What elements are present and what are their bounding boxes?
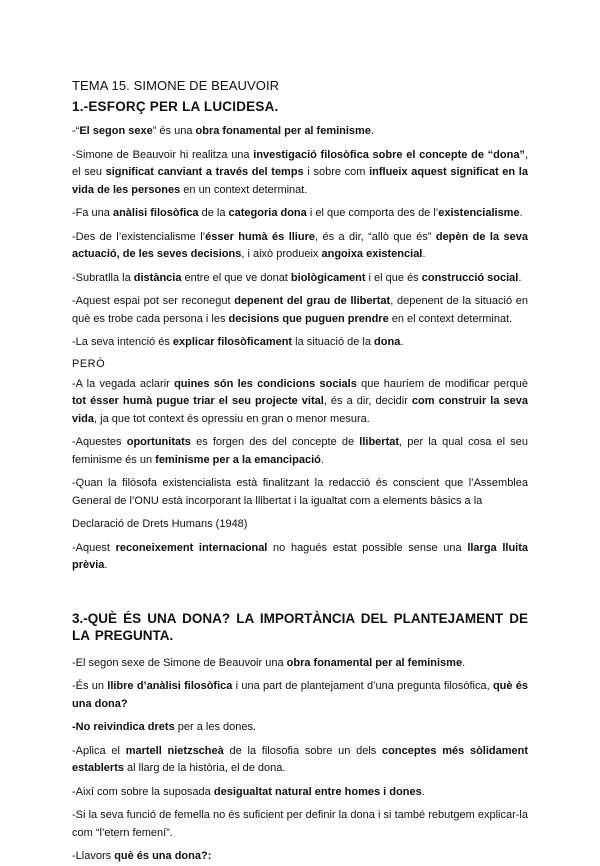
bold-text: explicar filosòficament [172, 336, 293, 348]
text-run: , ja que tot context és opressiu en gran o menor mesura. [94, 412, 370, 425]
bold-text: ésser humà és lliure [205, 230, 315, 243]
bold-text: dona [374, 336, 401, 348]
section-1-body-continued [72, 376, 528, 575]
text-run: , el seu [72, 148, 528, 178]
text-run: -Des de l’existencialisme l’ [72, 230, 206, 243]
bold-text: distància [133, 271, 182, 284]
text-run: . [422, 248, 426, 260]
bold-text: obra fonamental per al feminisme [286, 656, 463, 669]
text-run: i sobre com [303, 166, 370, 178]
bold-text: -No reivindica drets [72, 721, 175, 733]
bold-text: angoixa existencial [321, 248, 423, 260]
text-run: , i això produeix [241, 248, 322, 260]
text-run: . [421, 785, 425, 798]
document-title: TEMA 15. SIMONE DE BEAUVOIR [72, 78, 280, 93]
bold-text: anàlisi filosòfica [112, 207, 199, 219]
paragraph [72, 205, 528, 223]
paragraph [72, 229, 528, 264]
bold-text: depèn de la seva actuació, de les seves decisions [72, 230, 528, 260]
text-run: -Així com sobre la suposada [72, 785, 214, 798]
paragraph [72, 848, 528, 866]
text-run: -Llavors [72, 850, 115, 862]
text-run: de la filosofia sobre un dels [223, 744, 383, 757]
text-run: -Subratlla la [72, 271, 134, 284]
bold-text: significat canviant a través del temps [105, 166, 304, 178]
text-run: . [320, 453, 324, 466]
text-run: . [400, 336, 404, 348]
text-run: Declaració de Drets Humans (1948) [72, 518, 248, 530]
text-run: -La seva intenció és [72, 336, 173, 348]
text-run: i el que comporta des de l’ [306, 207, 439, 219]
text-run: -Aplica el [72, 744, 126, 757]
text-run: en un context determinat. [180, 183, 308, 196]
bold-text: llibre d’anàlisi filosòfica [107, 680, 233, 692]
pero-label: PERÒ [72, 357, 106, 370]
text-run: -A la vegada aclarir [72, 377, 175, 390]
text-run: , depenent de la situació en què es trobe cada persona i les [72, 295, 528, 325]
paragraph [72, 540, 528, 575]
paragraph [72, 434, 528, 469]
paragraph [72, 516, 528, 534]
paragraph [72, 807, 528, 842]
bold-text: investigació filosòfica sobre el concepte de “dona” [253, 148, 525, 161]
text-run: -Fa una [72, 207, 113, 219]
paragraph [72, 475, 528, 510]
paragraph [72, 719, 528, 737]
text-run: , per la qual cosa el seu feminisme és un [72, 436, 528, 466]
text-run: entre el que ve donat [181, 271, 291, 284]
bold-text: existencialisme [438, 207, 520, 219]
text-run: al llarg de la història, el de dona. [123, 762, 286, 774]
bold-text: martell nietzscheà [125, 744, 224, 757]
section-3-body [72, 655, 528, 866]
section-1-body [72, 123, 528, 352]
text-run: . [370, 125, 375, 137]
bold-text: biològicament [290, 271, 366, 284]
bold-text: construcció social [421, 271, 519, 284]
bold-text: llarga lluita prèvia [72, 541, 528, 571]
text-run: que hauríem de modificar perquè [356, 377, 528, 390]
bold-text: oportunitats [126, 436, 191, 448]
text-run: -“ [72, 125, 80, 137]
bold-text: tot ésser humà pugue triar el seu projecte vital [72, 395, 324, 407]
text-run: , és a dir, decidir [323, 395, 412, 407]
text-run: -És un [72, 680, 108, 692]
bold-text: influeix aquest significat en la vida de les persones [72, 166, 528, 196]
text-run: i una part de plantejament d’una pregunta filosòfica, [232, 680, 493, 692]
bold-text: què és una dona?: [114, 850, 212, 862]
text-run: . [519, 207, 523, 219]
section-3-heading: 3.-QUÈ ÉS UNA DONA? LA IMPORTÀNCIA DEL PLANTEJAMENT DE LA PREGUNTA. [72, 610, 528, 643]
bold-text: reconeixement internacional [115, 541, 268, 554]
paragraph [72, 784, 528, 802]
bold-text: decisions que puguen prendre [228, 312, 389, 325]
text-run: de la [198, 207, 229, 219]
paragraph [72, 376, 528, 429]
bold-text: depenent del grau de llibertat [234, 295, 391, 307]
paragraph [72, 147, 528, 200]
bold-text: quines són les condicions socials [174, 377, 357, 390]
bold-text: feminisme per a la emancipació [155, 453, 321, 466]
text-run: -El segon sexe de Simone de Beauvoir una [72, 656, 287, 669]
bold-text: llibertat [359, 436, 400, 448]
text-run: i el que és [365, 271, 422, 284]
paragraph [72, 123, 528, 141]
bold-text: categoria dona [228, 207, 307, 219]
paragraph [72, 678, 528, 713]
bold-text: El segon sexe [79, 125, 153, 137]
text-run: -Quan la filòsofa existencialista està finalitzant la redacció és conscient que l’Assemblea General de l’ONU està incorporant la llibertat i la igualtat com a elements bàsics a la [72, 477, 528, 507]
paragraph [72, 743, 528, 778]
paragraph [72, 270, 528, 288]
bold-text: com construir la seva vida [72, 395, 528, 425]
text-run: -Si la seva funció de femella no és suficient per definir la dona i si també rebutgem explicar-la com “l’etern femení”. [72, 809, 528, 839]
text-run: en el context determinat. [388, 312, 513, 325]
bold-text: conceptes més sòlidament establerts [72, 744, 529, 774]
paragraph [72, 334, 528, 352]
bold-text: obra fonamental per al feminisme [195, 125, 371, 137]
paragraph [72, 293, 528, 328]
section-1-heading: 1.-ESFORÇ PER LA LUCIDESA. [72, 99, 279, 114]
paragraph [72, 655, 528, 673]
text-run: no hagués estat possible sense una [267, 541, 468, 554]
text-run: . [518, 271, 522, 284]
text-run: es forgen des del concepte de [190, 436, 360, 448]
text-run: ” és una [152, 125, 196, 137]
text-run: -Aquestes [72, 436, 127, 448]
text-run: -Simone de Beauvoir hi realitza una [72, 148, 254, 161]
text-run: -Aquest espai pot ser reconegut [72, 295, 235, 307]
bold-text: desigualtat natural entre homes i dones [213, 785, 422, 798]
text-run: . [462, 656, 466, 669]
text-run: la situació de la [292, 336, 375, 348]
text-run: -Aquest [72, 541, 116, 554]
text-run: . [104, 559, 108, 571]
text-run: per a les dones. [174, 721, 257, 733]
bold-text: què és una dona? [72, 680, 528, 710]
text-run: , és a dir, “allò que és” [314, 230, 436, 243]
